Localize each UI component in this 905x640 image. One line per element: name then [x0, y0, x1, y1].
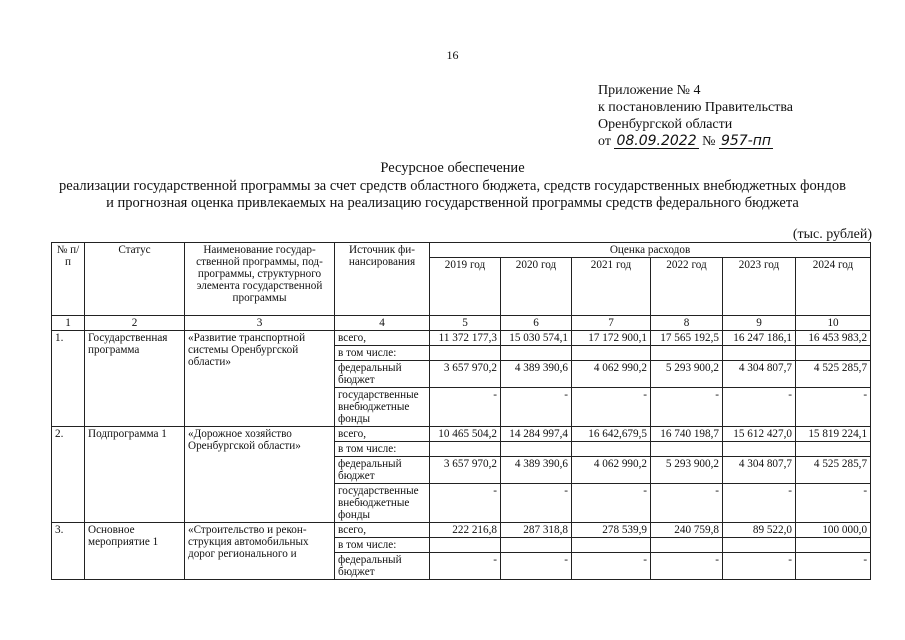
header-year: 2023 год [723, 258, 796, 316]
value-cell: - [651, 388, 723, 427]
value-cell [651, 346, 723, 361]
row-source: государственные внебюджетные фонды [335, 388, 430, 427]
value-cell: - [430, 388, 501, 427]
value-cell [572, 538, 651, 553]
value-cell [430, 538, 501, 553]
appendix-line-3: Оренбургской области [598, 117, 733, 132]
header-source: Источник фи-нансирования [335, 243, 430, 316]
value-cell: - [572, 553, 651, 580]
header-year: 2019 год [430, 258, 501, 316]
column-number: 4 [335, 316, 430, 331]
value-cell [796, 442, 871, 457]
column-number: 5 [430, 316, 501, 331]
column-number: 7 [572, 316, 651, 331]
value-cell [723, 538, 796, 553]
row-source: федеральный бюджет [335, 553, 430, 580]
header-year: 2020 год [501, 258, 572, 316]
value-cell: 240 759,8 [651, 523, 723, 538]
value-cell: - [430, 553, 501, 580]
column-number: 10 [796, 316, 871, 331]
value-cell: 14 284 997,4 [501, 427, 572, 442]
value-cell: 100 000,0 [796, 523, 871, 538]
value-cell: 4 389 390,6 [501, 361, 572, 388]
value-cell: 16 247 186,1 [723, 331, 796, 346]
row-status: Государственная программа [85, 331, 185, 427]
value-cell [651, 442, 723, 457]
value-cell: 16 642,679,5 [572, 427, 651, 442]
value-cell [796, 538, 871, 553]
column-number: 8 [651, 316, 723, 331]
value-cell: 17 565 192,5 [651, 331, 723, 346]
header-num: № п/п [52, 243, 85, 316]
decree-number: 957-пп [720, 133, 772, 149]
value-cell: 15 819 224,1 [796, 427, 871, 442]
value-cell: 4 304 807,7 [723, 457, 796, 484]
row-source: всего, [335, 427, 430, 442]
value-cell: - [651, 553, 723, 580]
column-number: 2 [85, 316, 185, 331]
row-name: «Строительство и рекон-струкция автомобильных дорог регионального и [185, 523, 335, 580]
value-cell [796, 346, 871, 361]
value-cell: - [796, 484, 871, 523]
value-cell: 16 740 198,7 [651, 427, 723, 442]
column-number: 6 [501, 316, 572, 331]
value-cell: - [723, 484, 796, 523]
row-source: государственные внебюджетные фонды [335, 484, 430, 523]
appendix-line-4 [598, 133, 793, 150]
header-name: Наименование государ-ственной программы, под-программы, структурного элемента государственной программы [185, 243, 335, 316]
row-source: всего, [335, 331, 430, 346]
value-cell [723, 442, 796, 457]
units-label: (тыс. рублей) [792, 227, 872, 242]
value-cell: - [651, 484, 723, 523]
appendix-line-1: Приложение № 4 [598, 83, 701, 98]
row-number: 1. [52, 331, 85, 427]
value-cell: 16 453 983,2 [796, 331, 871, 346]
value-cell [501, 442, 572, 457]
value-cell [723, 346, 796, 361]
header-row [52, 243, 871, 258]
value-cell: 4 525 285,7 [796, 361, 871, 388]
value-cell: 4 389 390,6 [501, 457, 572, 484]
value-cell: 4 062 990,2 [572, 361, 651, 388]
value-cell [501, 346, 572, 361]
value-cell: 4 525 285,7 [796, 457, 871, 484]
value-cell [501, 538, 572, 553]
value-cell: - [723, 388, 796, 427]
value-cell: - [796, 553, 871, 580]
value-cell [572, 442, 651, 457]
value-cell [572, 346, 651, 361]
value-cell [430, 442, 501, 457]
value-cell: - [501, 484, 572, 523]
value-cell: - [430, 484, 501, 523]
value-cell: 278 539,9 [572, 523, 651, 538]
row-source: в том числе: [335, 346, 430, 361]
value-cell: - [501, 553, 572, 580]
from-label: от [598, 134, 611, 149]
row-status: Основное мероприятие 1 [85, 523, 185, 580]
value-cell: 17 172 900,1 [572, 331, 651, 346]
value-cell: 5 293 900,2 [651, 457, 723, 484]
row-number: 3. [52, 523, 85, 580]
value-cell: - [796, 388, 871, 427]
row-source: федеральный бюджет [335, 361, 430, 388]
value-cell: 89 522,0 [723, 523, 796, 538]
budget-table [51, 242, 871, 580]
row-name: «Дорожное хозяйство Оренбургской области» [185, 427, 335, 523]
value-cell: - [572, 484, 651, 523]
header-year: 2021 год [572, 258, 651, 316]
value-cell: 11 372 177,3 [430, 331, 501, 346]
value-cell: 287 318,8 [501, 523, 572, 538]
column-number: 1 [52, 316, 85, 331]
header-year: 2022 год [651, 258, 723, 316]
table-row [52, 331, 871, 346]
table-row [52, 427, 871, 442]
row-status: Подпрограмма 1 [85, 427, 185, 523]
table-row [52, 523, 871, 538]
column-numbers-row [52, 316, 871, 331]
page-number: 16 [446, 48, 459, 62]
value-cell [651, 538, 723, 553]
value-cell: 10 465 504,2 [430, 427, 501, 442]
value-cell: 3 657 970,2 [430, 361, 501, 388]
row-name: «Развитие транспортной системы Оренбургской области» [185, 331, 335, 427]
number-label: № [702, 134, 716, 149]
appendix-line-2: к постановлению Правительства [598, 100, 794, 115]
decree-date: 08.09.2022 [616, 133, 697, 149]
row-source: всего, [335, 523, 430, 538]
value-cell: 15 612 427,0 [723, 427, 796, 442]
header-status: Статус [85, 243, 185, 316]
row-source: в том числе: [335, 538, 430, 553]
value-cell: - [723, 553, 796, 580]
appendix-block [598, 82, 793, 150]
row-source: в том числе: [335, 442, 430, 457]
column-number: 9 [723, 316, 796, 331]
value-cell: 4 062 990,2 [572, 457, 651, 484]
value-cell: 222 216,8 [430, 523, 501, 538]
doc-title-line-2: реализации государственной программы за счет средств областного бюджета, средств государственных внебюджетных фондов [59, 178, 846, 194]
value-cell: 15 030 574,1 [501, 331, 572, 346]
row-number: 2. [52, 427, 85, 523]
row-source: федеральный бюджет [335, 457, 430, 484]
value-cell: 4 304 807,7 [723, 361, 796, 388]
value-cell: 5 293 900,2 [651, 361, 723, 388]
value-cell: 3 657 970,2 [430, 457, 501, 484]
column-number: 3 [185, 316, 335, 331]
value-cell: - [501, 388, 572, 427]
header-year: 2024 год [796, 258, 871, 316]
doc-title-line-1: Ресурсное обеспечение [380, 160, 525, 176]
value-cell [430, 346, 501, 361]
doc-title-line-3: и прогнозная оценка привлекаемых на реализацию государственной программы средств федерального бюджета [106, 195, 799, 211]
value-cell: - [572, 388, 651, 427]
header-estimate: Оценка расходов [430, 243, 871, 258]
